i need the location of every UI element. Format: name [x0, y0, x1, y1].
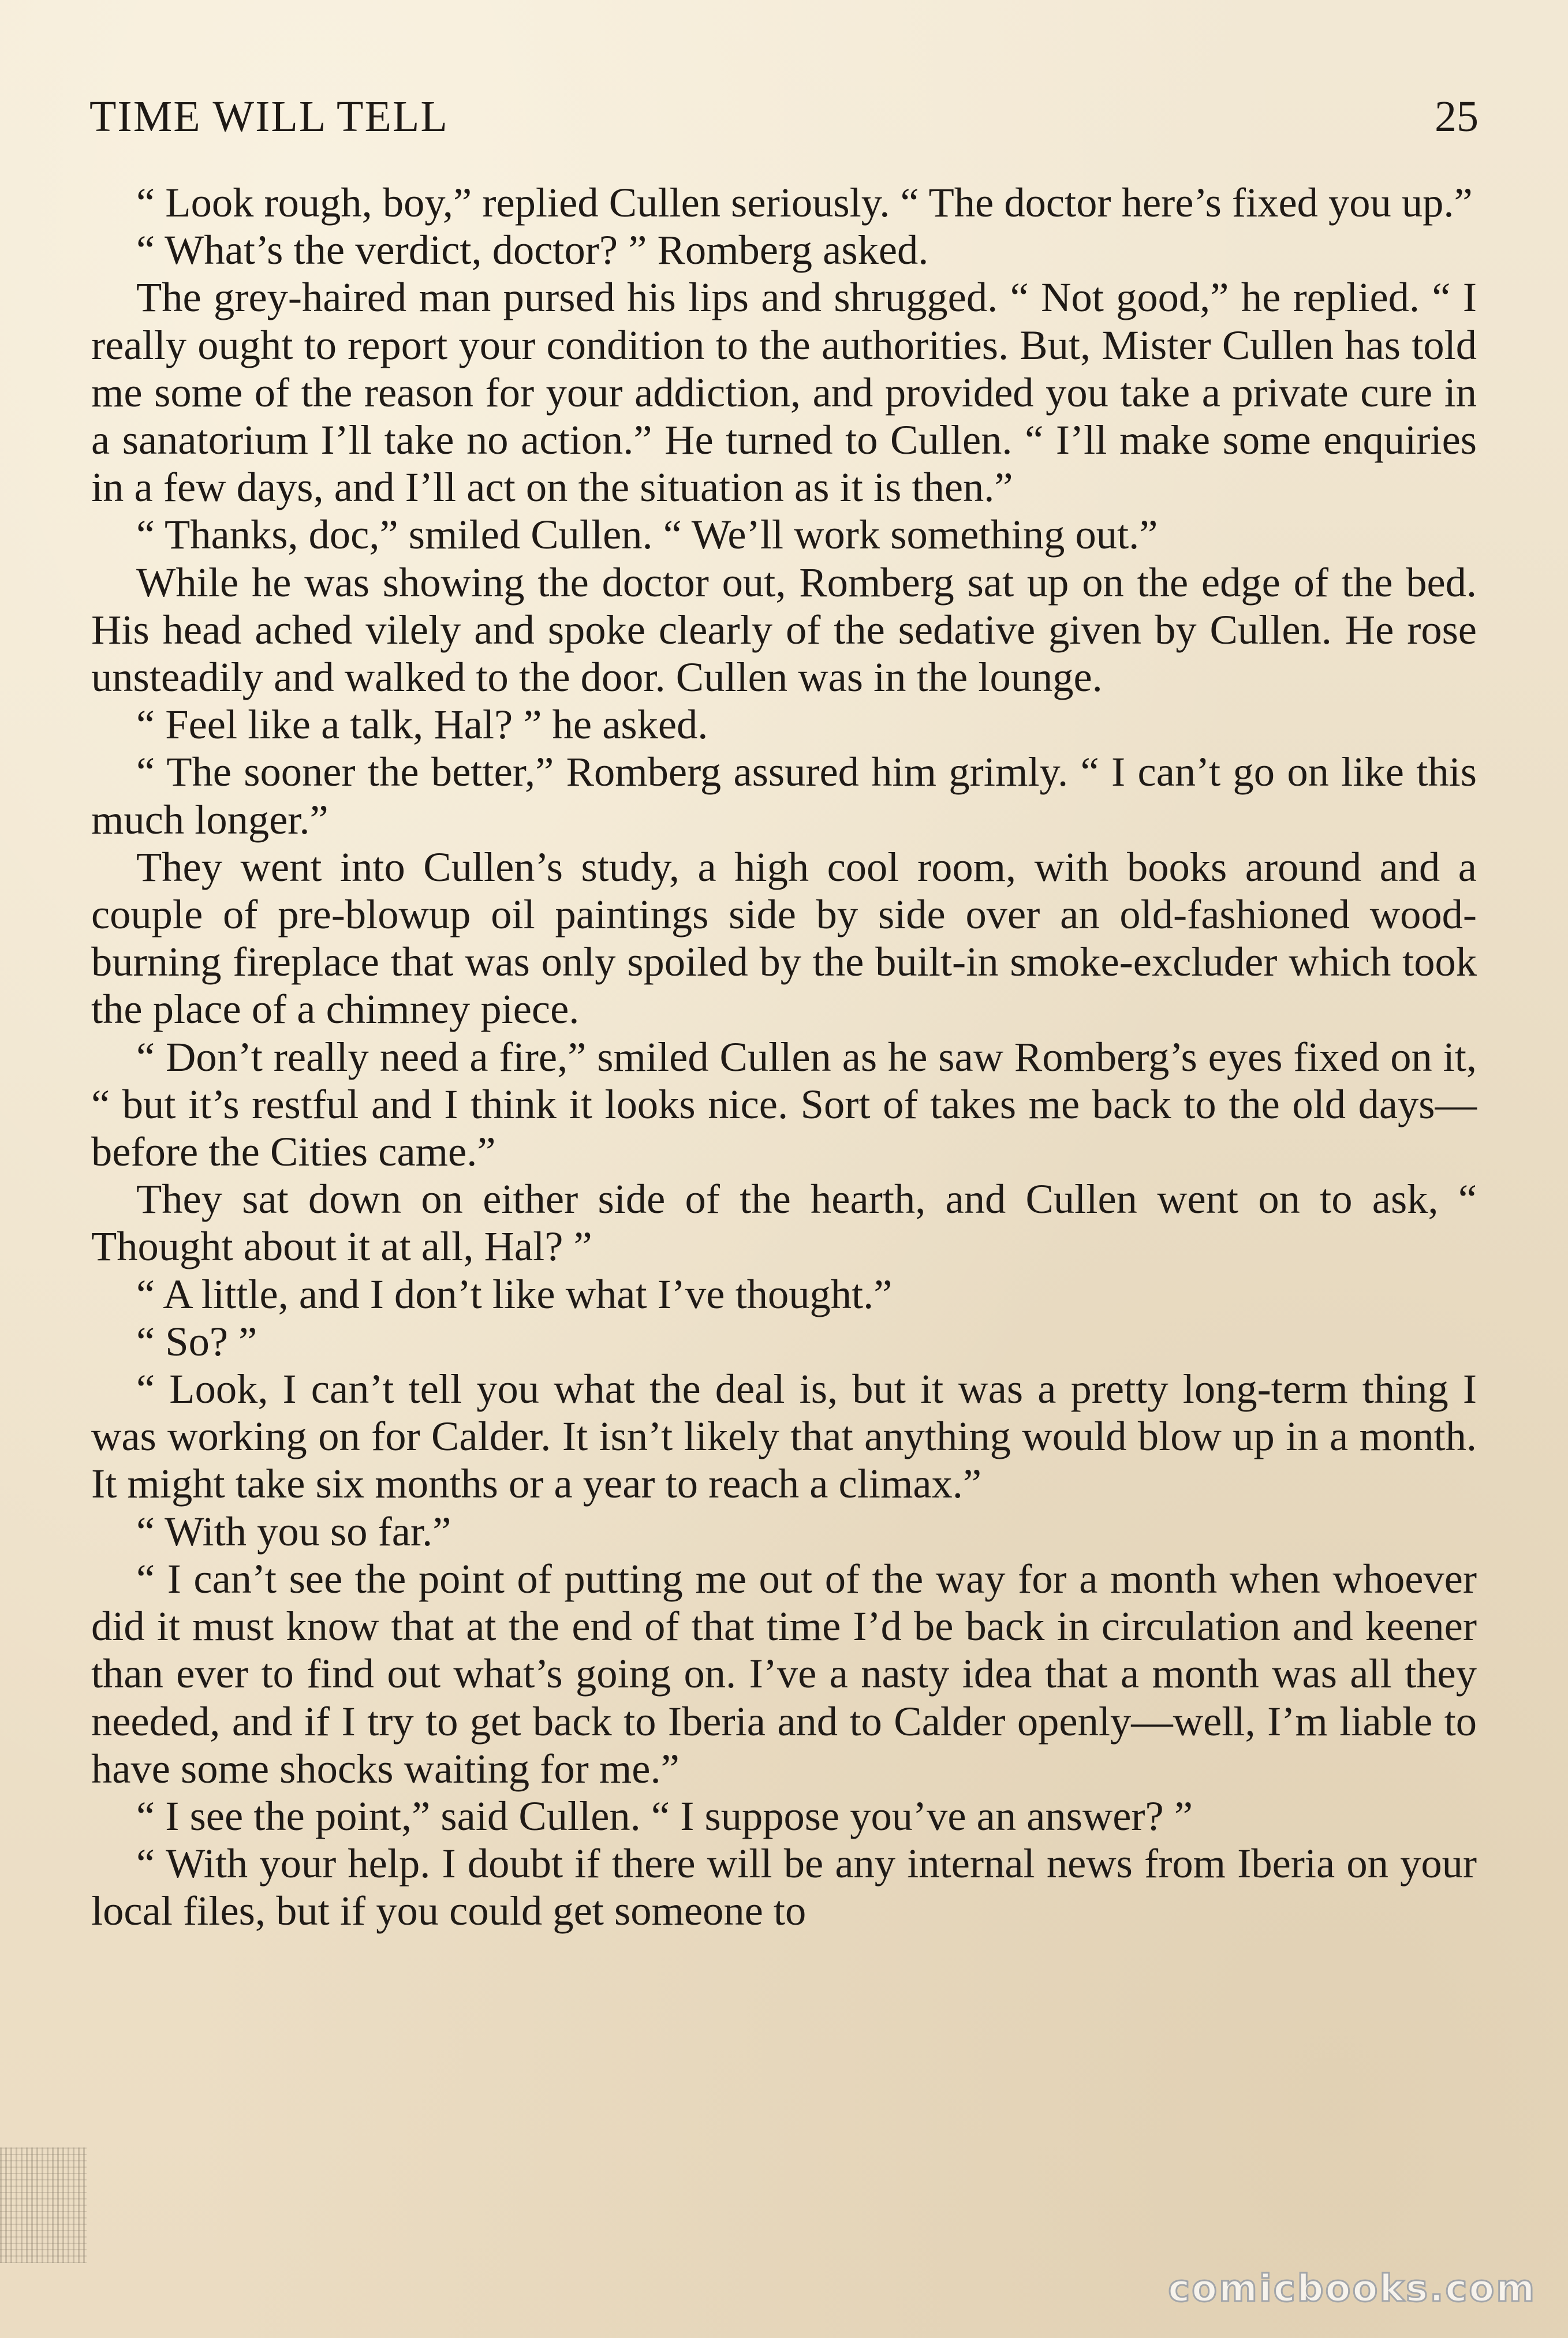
- running-title: TIME WILL TELL: [89, 92, 449, 141]
- paragraph: While he was showing the doctor out, Romberg sat up on the edge of the bed. His head ached vilely and spoke clearly of the sedative given by Cullen. He rose unsteadily and walked to the door. Cullen was in the lounge.: [91, 558, 1477, 701]
- paragraph: “ What’s the verdict, doctor? ” Romberg asked.: [136, 226, 929, 274]
- paragraph: “ Look, I can’t tell you what the deal is, but it was a pretty long-term thing I was working on for Calder. It isn’t likely that anything would blow up in a month. It might take six months or a year to reach a climax.”: [91, 1365, 1477, 1507]
- paragraph: “ Look rough, boy,” replied Cullen seriously. “ The doctor here’s fixed you up.”: [136, 179, 1473, 226]
- paragraph: “ So? ”: [136, 1317, 257, 1365]
- paragraph: “ I can’t see the point of putting me out of the way for a month when whoever did it must know that at the end of that time I’d be back in circulation and keener than ever to find out what’s going on. I’ve a nasty idea that a month was all they needed, and if I try to get back to Iberia and to Calder openly—well, I’m liable to have some shocks waiting for me.”: [91, 1555, 1477, 1792]
- watermark-logo: comicbooks.com: [1168, 2268, 1536, 2310]
- page-edge-wear: [0, 2147, 87, 2263]
- paragraph: “ A little, and I don’t like what I’ve thought.”: [136, 1270, 893, 1317]
- paragraph: “ The sooner the better,” Romberg assured him grimly. “ I can’t go on like this much longer.”: [91, 748, 1477, 843]
- body-text: [91, 179, 1477, 1935]
- paragraph: The grey-haired man pursed his lips and shrugged. “ Not good,” he replied. “ I really ought to report your condition to the authorities. But, Mister Cullen has told me some of the reason for your addiction, and provided you take a private cure in a sanatorium I’ll take no action.” He turned to Cullen. “ I’ll make some enquiries in a few days, and I’ll act on the situation as it is then.”: [91, 274, 1477, 511]
- page-number: 25: [1435, 92, 1479, 141]
- page-header: [89, 87, 1479, 139]
- paragraph: “ With you so far.”: [136, 1507, 451, 1555]
- paragraph: They sat down on either side of the hearth, and Cullen went on to ask, “ Thought about it at all, Hal? ”: [91, 1175, 1477, 1270]
- paragraph: “ Feel like a talk, Hal? ” he asked.: [136, 701, 708, 748]
- paragraph: “ With your help. I doubt if there will be any internal news from Iberia on your local files, but if you could get someone to: [91, 1840, 1477, 1934]
- paragraph: “ Thanks, doc,” smiled Cullen. “ We’ll work something out.”: [136, 511, 1158, 558]
- paragraph: They went into Cullen’s study, a high cool room, with books around and a couple of pre-blowup oil paintings side by side over an old-fashioned wood-burning fireplace that was only spoiled by the built-in smoke-excluder which took the place of a chimney piece.: [91, 843, 1477, 1033]
- paragraph: “ I see the point,” said Cullen. “ I suppose you’ve an answer? ”: [136, 1792, 1193, 1839]
- paragraph: “ Don’t really need a fire,” smiled Cullen as he saw Romberg’s eyes fixed on it, “ but it’s restful and I think it looks nice. Sort of takes me back to the old days—before the Cities came.”: [91, 1033, 1477, 1175]
